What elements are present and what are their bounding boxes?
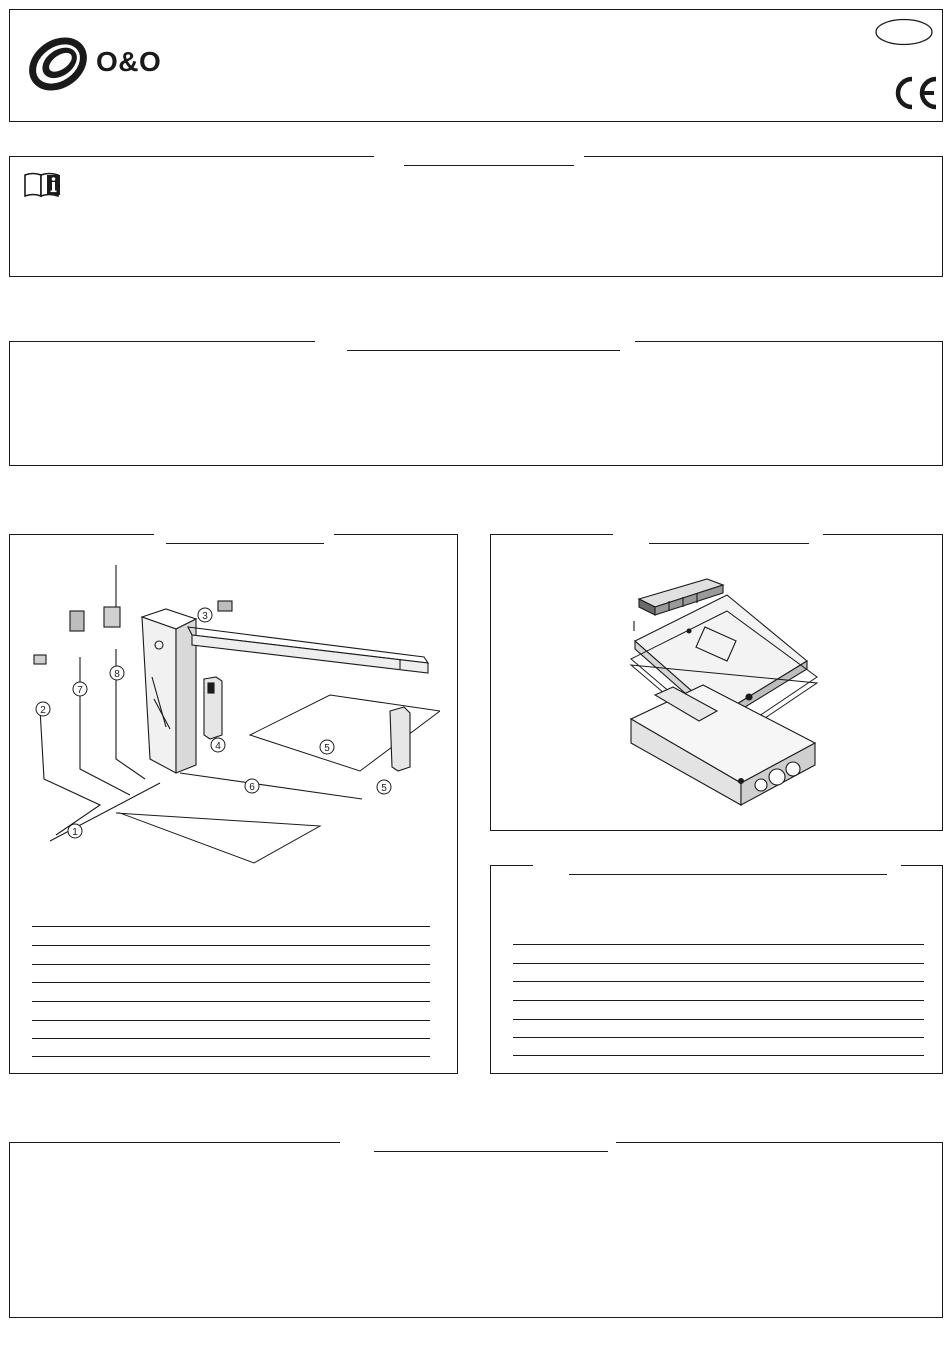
write-line xyxy=(32,982,430,983)
components-section xyxy=(490,865,943,1074)
section-heading-rule xyxy=(569,874,887,875)
installation-section xyxy=(9,534,458,1074)
write-line xyxy=(513,1019,924,1020)
write-line xyxy=(513,981,924,982)
heading-gap xyxy=(340,1140,616,1146)
callout-1: 1 xyxy=(72,827,78,838)
write-line xyxy=(32,945,430,946)
info-section xyxy=(9,156,943,277)
heading-gap xyxy=(533,863,901,869)
write-line xyxy=(32,1001,430,1002)
ce-mark-icon xyxy=(892,74,940,112)
brand-logo xyxy=(20,24,190,104)
heading-gap xyxy=(315,339,635,345)
write-line xyxy=(513,1055,924,1056)
write-line xyxy=(32,964,430,965)
brand-name: O&O xyxy=(96,46,162,77)
callout-3: 3 xyxy=(202,611,208,622)
manual-info-icon xyxy=(22,169,64,199)
write-line xyxy=(513,944,924,945)
heading-gap xyxy=(154,532,334,538)
write-line xyxy=(32,1020,430,1021)
write-line xyxy=(513,963,924,964)
language-badge xyxy=(874,18,934,46)
description-section xyxy=(9,341,943,466)
section-heading-rule xyxy=(374,1151,608,1152)
heading-gap xyxy=(613,532,823,538)
callout-8: 8 xyxy=(114,669,120,680)
section-heading-rule xyxy=(166,543,324,544)
control-unit-section xyxy=(490,534,943,831)
callout-6: 6 xyxy=(249,782,255,793)
control-box-illustration xyxy=(629,569,819,809)
section-heading-rule xyxy=(404,165,574,166)
footer-section xyxy=(9,1142,943,1318)
section-heading-rule xyxy=(649,543,809,544)
callout-5a: 5 xyxy=(381,783,387,794)
write-line xyxy=(32,1056,430,1057)
barrier-installation-diagram xyxy=(20,559,440,879)
write-line xyxy=(513,1000,924,1001)
callout-4: 4 xyxy=(215,741,221,752)
header-box xyxy=(9,9,943,122)
callout-7: 7 xyxy=(77,685,83,696)
callout-5b: 5 xyxy=(324,743,330,754)
write-line xyxy=(32,1038,430,1039)
heading-gap xyxy=(374,154,584,160)
write-line xyxy=(513,1037,924,1038)
section-heading-rule xyxy=(347,350,620,351)
write-line xyxy=(32,926,430,927)
callout-2: 2 xyxy=(40,705,46,716)
